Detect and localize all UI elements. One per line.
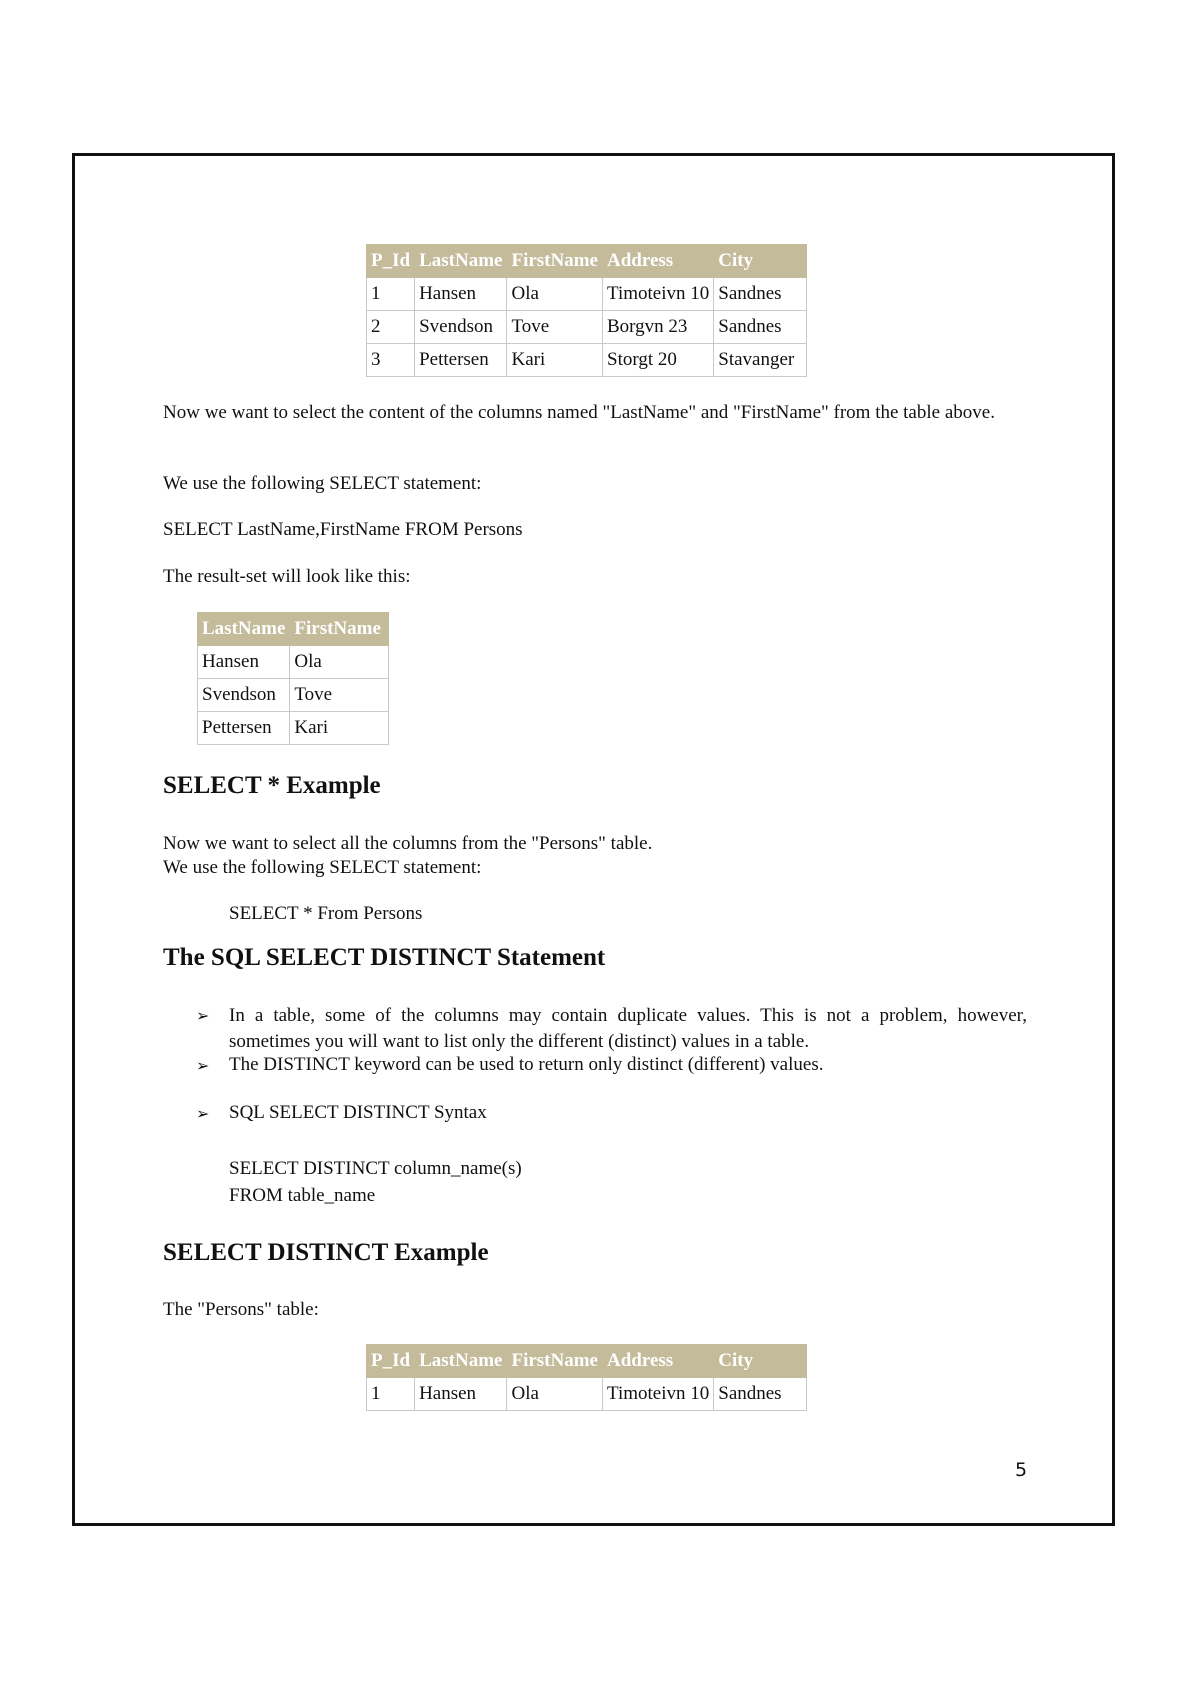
table-row bbox=[367, 1378, 807, 1411]
bullet-item: In a table, some of the columns may contain duplicate values. This is not a problem, however, sometimes you will want to list only the different (distinct) values in a table. bbox=[229, 1005, 1027, 1052]
table-cell: Pettersen bbox=[415, 344, 507, 377]
column-header: City bbox=[714, 245, 807, 278]
column-header: City bbox=[714, 1345, 807, 1378]
table-header-row bbox=[198, 613, 389, 646]
table-header-row bbox=[367, 245, 807, 278]
table-cell: Ola bbox=[290, 646, 389, 679]
persons-table bbox=[366, 1344, 807, 1411]
column-header: P_Id bbox=[367, 1345, 415, 1378]
table-cell: 1 bbox=[367, 1378, 415, 1411]
table-cell: 3 bbox=[367, 344, 415, 377]
column-header: LastName bbox=[415, 245, 507, 278]
table-cell: Timoteivn 10 bbox=[603, 1378, 714, 1411]
column-header: FirstName bbox=[507, 1345, 603, 1378]
table-row bbox=[198, 646, 389, 679]
syntax-line: SELECT DISTINCT column_name(s) bbox=[229, 1158, 522, 1179]
section-heading: SELECT DISTINCT Example bbox=[163, 1239, 489, 1266]
table-cell: Tove bbox=[290, 679, 389, 712]
table-cell: Svendson bbox=[198, 679, 290, 712]
table-cell: Sandnes bbox=[714, 278, 807, 311]
table-cell: Svendson bbox=[415, 311, 507, 344]
table-cell: Storgt 20 bbox=[603, 344, 714, 377]
table-cell: Hansen bbox=[415, 1378, 507, 1411]
column-header: Address bbox=[603, 245, 714, 278]
table-cell: Timoteivn 10 bbox=[603, 278, 714, 311]
column-header: FirstName bbox=[290, 613, 389, 646]
table-cell: Borgvn 23 bbox=[603, 311, 714, 344]
table-cell: Hansen bbox=[198, 646, 290, 679]
column-header: LastName bbox=[415, 1345, 507, 1378]
table-row bbox=[367, 278, 807, 311]
paragraph: The "Persons" table: bbox=[163, 1299, 319, 1320]
table-cell: Ola bbox=[507, 278, 603, 311]
arrow-bullet-icon: ➢ bbox=[196, 1008, 210, 1025]
column-header: Address bbox=[603, 1345, 714, 1378]
table-row bbox=[367, 311, 807, 344]
column-header: LastName bbox=[198, 613, 290, 646]
arrow-bullet-icon: ➢ bbox=[196, 1058, 210, 1075]
table-cell: Tove bbox=[507, 311, 603, 344]
table-cell: Ola bbox=[507, 1378, 603, 1411]
table-cell: Hansen bbox=[415, 278, 507, 311]
intro-paragraph: Now we want to select the content of the columns named "LastName" and "FirstName" from the table above. bbox=[163, 402, 995, 423]
bullet-item: SQL SELECT DISTINCT Syntax bbox=[229, 1102, 487, 1123]
syntax-line: FROM table_name bbox=[229, 1185, 376, 1206]
table-cell: 1 bbox=[367, 278, 415, 311]
section-heading: SELECT * Example bbox=[163, 772, 381, 799]
table-header-row bbox=[367, 1345, 807, 1378]
paragraph: We use the following SELECT statement: bbox=[163, 857, 482, 878]
table-row bbox=[367, 344, 807, 377]
table-cell: Kari bbox=[290, 712, 389, 745]
persons-table bbox=[366, 244, 807, 377]
bullet-item: The DISTINCT keyword can be used to return only distinct (different) values. bbox=[229, 1054, 824, 1075]
table-row bbox=[198, 679, 389, 712]
result-set-table bbox=[197, 612, 389, 745]
table-cell: Pettersen bbox=[198, 712, 290, 745]
code-example: SELECT * From Persons bbox=[229, 903, 423, 924]
table-cell: 2 bbox=[367, 311, 415, 344]
table-cell: Sandnes bbox=[714, 1378, 807, 1411]
table-cell: Kari bbox=[507, 344, 603, 377]
table-cell: Sandnes bbox=[714, 311, 807, 344]
code-example: SELECT LastName,FirstName FROM Persons bbox=[163, 519, 523, 540]
table-cell: Stavanger bbox=[714, 344, 807, 377]
arrow-bullet-icon: ➢ bbox=[196, 1106, 210, 1123]
result-intro: The result-set will look like this: bbox=[163, 566, 411, 587]
column-header: P_Id bbox=[367, 245, 415, 278]
table-row bbox=[198, 712, 389, 745]
column-header: FirstName bbox=[507, 245, 603, 278]
statement-intro: We use the following SELECT statement: bbox=[163, 473, 482, 494]
section-heading: The SQL SELECT DISTINCT Statement bbox=[163, 944, 606, 971]
paragraph: Now we want to select all the columns from the "Persons" table. bbox=[163, 833, 653, 854]
page-number: 5 bbox=[1015, 1459, 1028, 1481]
